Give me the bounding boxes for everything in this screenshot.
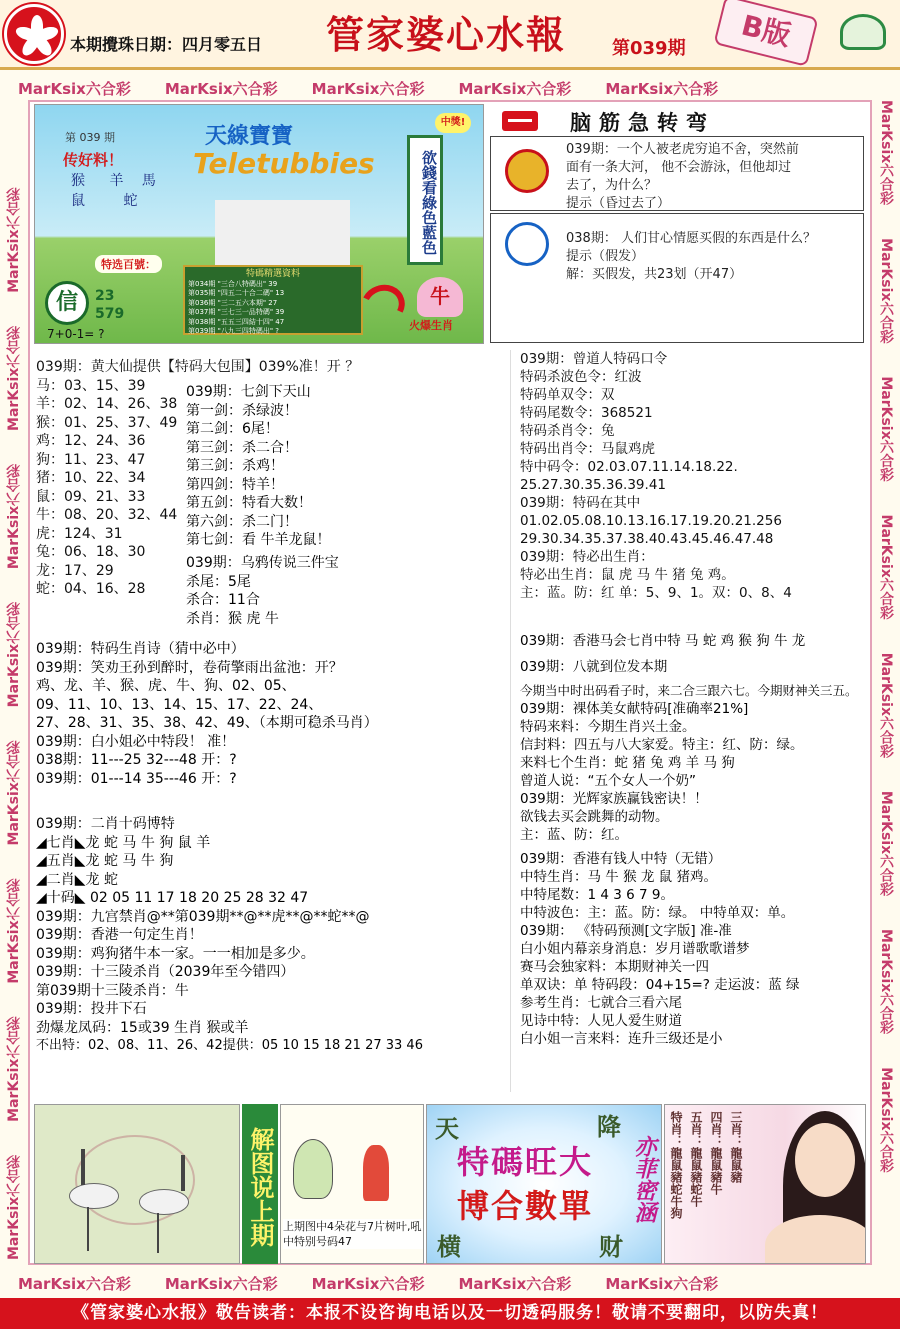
text-line: 特码尾数令：368521 bbox=[520, 405, 653, 421]
text-line: 鸡、龙、羊、猴、虎、牛、狗、02、05、 bbox=[36, 678, 296, 694]
riddle-line: 038期： 人们甘心情愿买假的东西是什么？ bbox=[566, 231, 816, 246]
banner-item: MarKsix六合彩 bbox=[458, 1274, 572, 1293]
text-line: 特码杀波色令：红波 bbox=[520, 369, 642, 385]
text-line: 039期：鸡狗猪牛本一家。一一相加是多少。 bbox=[36, 945, 315, 962]
crane-icon bbox=[139, 1189, 189, 1215]
table-row: 第039期 "八九三四特碼出" ? bbox=[188, 327, 280, 335]
text-line: 039期：投井下石 bbox=[36, 1001, 147, 1017]
fortune-ad bbox=[426, 1104, 662, 1264]
banner-item: MarKsix六合彩 bbox=[878, 514, 894, 620]
ad-corner: 横 bbox=[437, 1232, 461, 1261]
ox-badge: 牛 bbox=[417, 277, 463, 317]
text-line: 劲爆龙凤码：15或39 生肖 猴或羊 bbox=[36, 1019, 249, 1036]
bottom-panels bbox=[34, 1104, 866, 1266]
riddle-line: 提示（昏过去了） bbox=[566, 196, 671, 211]
text-line: 蛇：04、16、28 bbox=[36, 581, 146, 597]
text-line: 中特生肖：马 牛 猴 龙 鼠 猪鸡。 bbox=[520, 869, 717, 885]
table-row: 第034期 "三合八特碼出" 39 bbox=[188, 279, 278, 288]
text-line: 兔：06、18、30 bbox=[36, 544, 146, 560]
puzzle-caption: 上期图中4朵花与7片树叶,吼中特别号码47 bbox=[283, 1220, 422, 1248]
masthead-title: 管家婆心水報 bbox=[326, 12, 567, 57]
text-line: ◢二肖◣龙 蛇 bbox=[36, 871, 118, 888]
text-line: 039期：特码在其中 bbox=[520, 495, 641, 511]
banner-item: MarKsix六合彩 bbox=[18, 1274, 131, 1293]
text-line: 中特尾数：1 4 3 6 7 9。 bbox=[520, 887, 674, 903]
text-line: 欲钱去买会跳舞的动物。 bbox=[520, 809, 669, 825]
text-line: 第五剑：特看大数！ bbox=[186, 495, 312, 511]
banner-item: MarKsix六合彩 bbox=[878, 790, 894, 897]
lotus-logo-icon bbox=[832, 6, 894, 64]
edition-badge: B版 bbox=[713, 0, 818, 67]
banner-item: MarKsix六合彩 bbox=[18, 79, 131, 98]
text-line: 主：蓝。防：红 单：5、9、1。双：0、8、4 bbox=[520, 585, 792, 601]
crow-legend-list bbox=[186, 554, 339, 628]
text-line: 特必出生肖：鼠 虎 马 牛 猪 兔 鸡。 bbox=[520, 567, 735, 583]
riddle-line: 去了，为什么？ bbox=[566, 178, 658, 193]
text-line: 参考生肖：七就合三看六尾 bbox=[520, 995, 682, 1011]
blank-box bbox=[215, 200, 350, 265]
seal-numbers bbox=[95, 287, 124, 323]
riddle-text bbox=[566, 230, 858, 284]
text-line: 27、28、31、35、38、42、49、（本期可稳杀马肖） bbox=[36, 715, 378, 731]
text-line: 特码出肖令：马鼠鸡虎 bbox=[520, 441, 655, 457]
tip-line: 特肖：龍鼠豬蛇牛狗 bbox=[669, 1111, 683, 1219]
text-line: 鸡：12、24、36 bbox=[36, 433, 146, 449]
animal-char: 羊 bbox=[109, 173, 124, 189]
text-line: 见诗中特：人见人爱生财道 bbox=[520, 1013, 682, 1029]
swastika-emblem-icon bbox=[505, 149, 549, 193]
text-line: 第六剑：杀二门！ bbox=[186, 513, 298, 530]
banner-bottom bbox=[18, 1270, 878, 1296]
text-line: ◢十码◣ 02 05 11 17 18 20 25 28 32 47 bbox=[36, 890, 309, 906]
text-line: ◢七肖◣龙 蛇 马 牛 狗 鼠 羊 bbox=[36, 834, 211, 851]
column-divider bbox=[510, 350, 511, 1092]
riddle-card bbox=[490, 136, 864, 211]
crane-painting bbox=[34, 1104, 240, 1264]
right-predictions-top bbox=[520, 350, 866, 602]
banner-item: MarKsix六合彩 bbox=[6, 187, 22, 293]
hot-badge: 中獎! bbox=[435, 113, 471, 133]
text-line: 039期：八就到位发本期 bbox=[520, 659, 668, 675]
banner-item: MarKsix六合彩 bbox=[878, 1067, 894, 1173]
text-line: 第三剑：杀鸡！ bbox=[186, 458, 284, 474]
text-line: 杀合：11合 bbox=[186, 592, 260, 608]
text-line: 单双诀：单 特码段：04+15=? 走运波：蓝 绿 bbox=[520, 977, 800, 993]
table-row: 第035期 "四五二十合二碼" 13 bbox=[188, 289, 285, 297]
text-line: 039期：七剑下天山 bbox=[186, 384, 311, 400]
text-line: 01.02.05.08.10.13.16.17.19.20.21.256 bbox=[520, 513, 782, 529]
footer-notice: 《管家婆心水报》敬告读者：本报不设咨询电话以及一切透码服务！敬请不要翻印，以防失真！ bbox=[0, 1298, 900, 1329]
text-line: 特码杀肖令：兔 bbox=[520, 423, 615, 439]
text-line: 29.30.34.35.37.38.40.43.45.46.47.48 bbox=[520, 531, 774, 547]
riddle-text bbox=[566, 141, 858, 213]
table-title: 特碼精選資料 bbox=[245, 269, 300, 279]
riddle-line: 提示（假发） bbox=[566, 249, 645, 264]
text-line: 039期：白小姐必中特段！ 准！ bbox=[36, 733, 236, 750]
seal-number: 23 bbox=[95, 288, 115, 304]
banner-item: MarKsix六合彩 bbox=[164, 1274, 278, 1293]
bauhinia-logo-icon bbox=[4, 4, 64, 64]
seal-number: 579 bbox=[95, 306, 125, 322]
riddle-line: 解：买假发，共23划（开47） bbox=[566, 267, 743, 282]
two-zodiac-ten-codes-block bbox=[36, 815, 423, 1056]
ad-animals bbox=[71, 171, 161, 211]
tip-line: 四肖：龍鼠豬牛 bbox=[709, 1111, 723, 1195]
text-line: 039期：特码生肖诗（猜中必中） bbox=[36, 641, 245, 657]
ad-slogan: 特碼旺大 bbox=[457, 1143, 594, 1181]
text-line: 第七剑：看 牛羊龙鼠！ bbox=[186, 532, 331, 548]
zodiac-poem-block bbox=[36, 640, 378, 788]
text-line: 25.27.30.35.36.39.41 bbox=[520, 477, 666, 493]
text-line: 赛马会独家料：本期财神关一四 bbox=[520, 959, 709, 975]
text-line: 虎：124、31 bbox=[36, 525, 123, 542]
text-line: 第三剑：杀二合！ bbox=[186, 439, 298, 456]
portrait-face bbox=[795, 1123, 855, 1197]
right-predictions-mid bbox=[520, 632, 805, 676]
banner-item: MarKsix六合彩 bbox=[878, 929, 894, 1035]
text-line: 牛：08、20、32、44 bbox=[36, 507, 178, 523]
yin-yang-emblem-icon bbox=[505, 222, 549, 266]
banner-item: MarKsix六合彩 bbox=[6, 602, 22, 708]
curved-arrow-icon bbox=[355, 279, 410, 332]
banner-item: MarKsix六合彩 bbox=[164, 79, 278, 98]
text-line: 039期：十三陵杀肖（2039年至今错四） bbox=[36, 964, 295, 980]
portrait-shoulder bbox=[765, 1215, 866, 1264]
text-line: 杀肖：猴 虎 牛 bbox=[186, 610, 279, 627]
banner-left bbox=[4, 100, 26, 1260]
text-line: 猴：01、25、37、49 bbox=[36, 414, 178, 431]
text-line: 特码单双令：双 bbox=[520, 387, 615, 403]
text-line: 039期：乌鸦传说三件宝 bbox=[186, 555, 339, 571]
riddle-line: 面有一条大河， 他不会游泳，但他却过 bbox=[566, 160, 792, 175]
riddle-tag-icon bbox=[502, 111, 538, 131]
banner-item: MarKsix六合彩 bbox=[6, 325, 22, 431]
text-line: 曾道人说：“五个女人一个奶” bbox=[520, 773, 696, 789]
text-line: 039期：香港一句定生肖！ bbox=[36, 927, 203, 943]
text-line: 中特波色：主：蓝。防：绿。 中特单双：单。 bbox=[520, 905, 795, 921]
puzzle-picture bbox=[280, 1104, 424, 1264]
banner-item: MarKsix六合彩 bbox=[878, 376, 894, 482]
text-line: 今期当中时出码看子时，来二合三跟六七。今期财神关三五。 bbox=[520, 683, 858, 698]
header bbox=[0, 0, 900, 70]
banner-item: MarKsix六合彩 bbox=[311, 1274, 425, 1293]
ad-vertical-text: 欲錢看綠色藍色 bbox=[407, 135, 443, 265]
banner-item: MarKsix六合彩 bbox=[458, 79, 572, 98]
text-line: 039期： 《特码预测[文字版] 准-准 bbox=[520, 923, 732, 939]
teletubbies-ad bbox=[34, 104, 484, 344]
text-line: 第四剑：特羊！ bbox=[186, 476, 284, 493]
text-line: 09、11、10、13、14、15、17、22、24、 bbox=[36, 696, 323, 713]
right-predictions-lower bbox=[520, 682, 858, 1048]
text-line: 杀尾：5尾 bbox=[186, 573, 251, 590]
table-row: 第038期 "五五三四結十四" 47 bbox=[188, 317, 285, 326]
text-line: 信封料：四五与八大家爱。特主：红、防：绿。 bbox=[520, 737, 804, 753]
ad-slogan: 博合數單 bbox=[457, 1187, 594, 1225]
text-line: 特码来料：今期生肖兴土金。 bbox=[520, 719, 696, 735]
text-line: 鼠：09、21、33 bbox=[36, 488, 146, 505]
ad-corner: 降 bbox=[597, 1112, 621, 1141]
text-line: ◢五肖◣龙 蛇 马 牛 狗 bbox=[36, 853, 174, 869]
figure-icon bbox=[363, 1145, 389, 1201]
banner-item: MarKsix六合彩 bbox=[605, 79, 719, 98]
animal-char: 馬 bbox=[141, 173, 156, 189]
animal-char: 蛇 bbox=[123, 193, 138, 209]
zodiac-tips bbox=[669, 1111, 743, 1219]
text-line: 第一剑：杀绿波！ bbox=[186, 402, 298, 419]
ad-pill: 特选百號： bbox=[95, 255, 162, 273]
ad-formula: 7+0-1= ? bbox=[47, 327, 105, 341]
text-line: 特中码令：02.03.07.11.14.18.22. bbox=[520, 459, 738, 475]
text-line: 039期：特必出生肖： bbox=[520, 549, 654, 565]
text-line: 039期：二肖十码博特 bbox=[36, 816, 175, 832]
ad-luck: 传好料！ bbox=[63, 151, 124, 169]
crane-icon bbox=[69, 1183, 119, 1209]
text-line: 白小姐一言来料：连升三级还是小 bbox=[520, 1031, 723, 1047]
decode-label: 解图说上期 bbox=[242, 1104, 278, 1264]
ad-brand-en: Teletubbies bbox=[193, 147, 375, 180]
banner-item: MarKsix六合彩 bbox=[878, 238, 894, 344]
ox-caption: 火爆生肖 bbox=[409, 319, 453, 332]
banner-item: MarKsix六合彩 bbox=[878, 652, 894, 758]
text-line: 039期：曾道人特码口令 bbox=[520, 351, 668, 367]
text-line: 龙：17、29 bbox=[36, 562, 114, 579]
text-line: 马：03、15、39 bbox=[36, 377, 146, 394]
banner-item: MarKsix六合彩 bbox=[6, 1154, 22, 1260]
animal-char: 鼠 bbox=[71, 193, 85, 209]
ad-corner: 天 bbox=[435, 1114, 459, 1143]
seven-swords-list bbox=[186, 383, 330, 550]
text-line: 039期：香港马会七肖中特 马 蛇 鸡 猴 狗 牛 龙 bbox=[520, 633, 806, 649]
ad-vertical: 亦菲密涵 bbox=[631, 1135, 656, 1223]
ad-issue: 第 039 期 bbox=[65, 131, 115, 144]
issue-number: 第039期 bbox=[612, 38, 686, 59]
banner-item: MarKsix六合彩 bbox=[6, 740, 22, 846]
ad-corner: 财 bbox=[599, 1232, 623, 1261]
riddle-header bbox=[490, 105, 864, 135]
draw-date: 本期攪珠日期：四月零五日 bbox=[70, 35, 263, 54]
text-line: 白小姐内幕亲身消息：岁月谱歌歌谱梦 bbox=[520, 941, 750, 957]
text-line: 猪：10、22、34 bbox=[36, 470, 146, 486]
ad-brand: 天線寶寶 bbox=[205, 124, 294, 149]
text-line: 主：蓝、防：红。 bbox=[520, 827, 628, 843]
tip-line: 五肖：龍鼠豬蛇牛 bbox=[689, 1111, 703, 1207]
riddle-card bbox=[490, 213, 864, 343]
riddle-line: 039期：一个人被老虎穷追不舍，突然前 bbox=[566, 142, 799, 157]
history-table bbox=[183, 265, 363, 335]
banner-item: MarKsix六合彩 bbox=[6, 463, 22, 570]
text-line: 羊：02、14、26、38 bbox=[36, 396, 178, 412]
text-line: 039期：01---14 35---46 开：? bbox=[36, 770, 237, 787]
lady-tips bbox=[664, 1104, 866, 1264]
table-row: 第036期 "三二五六本期" 27 bbox=[188, 298, 278, 307]
text-line: 039期：香港有钱人中特（无错） bbox=[520, 851, 722, 867]
text-line: 038期：11---25 32---48 开：? bbox=[36, 752, 237, 768]
banner-item: MarKsix六合彩 bbox=[6, 1016, 22, 1122]
text-line: 第039期十三陵杀肖：牛 bbox=[36, 982, 189, 999]
seal-icon: 信 bbox=[45, 281, 89, 325]
text-line: 狗：11、23、47 bbox=[36, 451, 146, 468]
text-line: 第二剑：6尾！ bbox=[186, 421, 279, 437]
text-line: 来料七个生肖：蛇 猪 兔 鸡 羊 马 狗 bbox=[520, 755, 735, 771]
banner-item: MarKsix六合彩 bbox=[311, 79, 425, 98]
text-line: 039期：九宫禁肖@**第039期**@**虎**@**蛇**@ bbox=[36, 908, 370, 925]
table-row: 第037期 "三七三一品特碼" 39 bbox=[188, 308, 285, 316]
text-line: 039期：笑劝王孙到醉时，卷荷擎雨出盆池：开？ bbox=[36, 659, 343, 676]
banner-right bbox=[874, 100, 896, 1260]
tree-icon bbox=[293, 1139, 333, 1199]
text-line: 039期：裸体美女献特码[准确率21%] bbox=[520, 701, 749, 717]
banner-item: MarKsix六合彩 bbox=[878, 100, 894, 206]
tip-line: 三肖：龍鼠豬 bbox=[729, 1111, 743, 1183]
banner-item: MarKsix六合彩 bbox=[605, 1274, 719, 1293]
text-line: 039期：光辉家族赢钱密诀！！ bbox=[520, 791, 708, 807]
text-line: 不出特：02、08、11、26、42提供：05 10 15 18 21 27 33 46 bbox=[36, 1038, 423, 1053]
riddle-title: 脑筋急转弯 bbox=[570, 111, 715, 135]
animal-char: 猴 bbox=[71, 173, 85, 189]
banner-top bbox=[18, 75, 878, 101]
banner-item: MarKsix六合彩 bbox=[6, 878, 22, 984]
text-line: 039期：黄大仙提供【特码大包围】039%准！开 ？ bbox=[36, 359, 360, 375]
